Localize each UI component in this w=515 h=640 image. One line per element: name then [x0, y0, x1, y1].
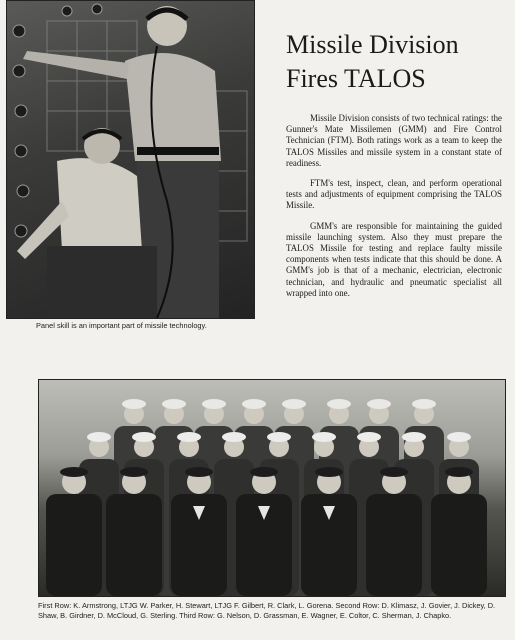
page-title: [286, 28, 511, 96]
group-photo-caption: First Row: K. Armstrong, LTJG W. Parker, H. Stewart, LTJG F. Gilbert, R. Clark, L. Gorena. Second Row: D. Klimasz, J. Govier, J. Dickey, D. Shaw, B. Girdner, D. McCloud, G. Sterling. Third Row: G. Nelson, D. Grassman, E. Wagner, E. Coltor, C. Sherman, J. Chapko.: [38, 601, 496, 620]
panel-operators-illustration: [7, 1, 254, 318]
division-group-illustration: [39, 380, 505, 596]
title-line-2: Fires TALOS: [286, 64, 426, 93]
article-body: [286, 113, 502, 308]
article-paragraph: GMM's are responsible for maintaining the guided missile launching system. Also they must prepare the TALOS Missile for testing and replace faulty missile components when tests indicate that this should be done. A GMM's job is that of a mechanic, electrician, electronic technician, and hydraulic and pneumatic specialist all wrapped into one.: [286, 220, 502, 298]
title-line-1: Missile Division: [286, 30, 459, 59]
panel-operators-photo: [6, 0, 255, 319]
article-paragraph: Missile Division consists of two technical ratings: the Gunner's Mate Missilemen (GMM) and Fire Control Technician (FTM). Both ratings work as a team to keep the TALOS Missiles and missile system in a constant state of readiness.: [286, 113, 502, 168]
top-photo-caption: Panel skill is an important part of missile technology.: [36, 321, 207, 330]
article-paragraph: FTM's test, inspect, clean, and perform operational tests and adjustments of equipment comprising the TALOS Missile.: [286, 178, 502, 211]
division-group-photo: [38, 379, 506, 597]
